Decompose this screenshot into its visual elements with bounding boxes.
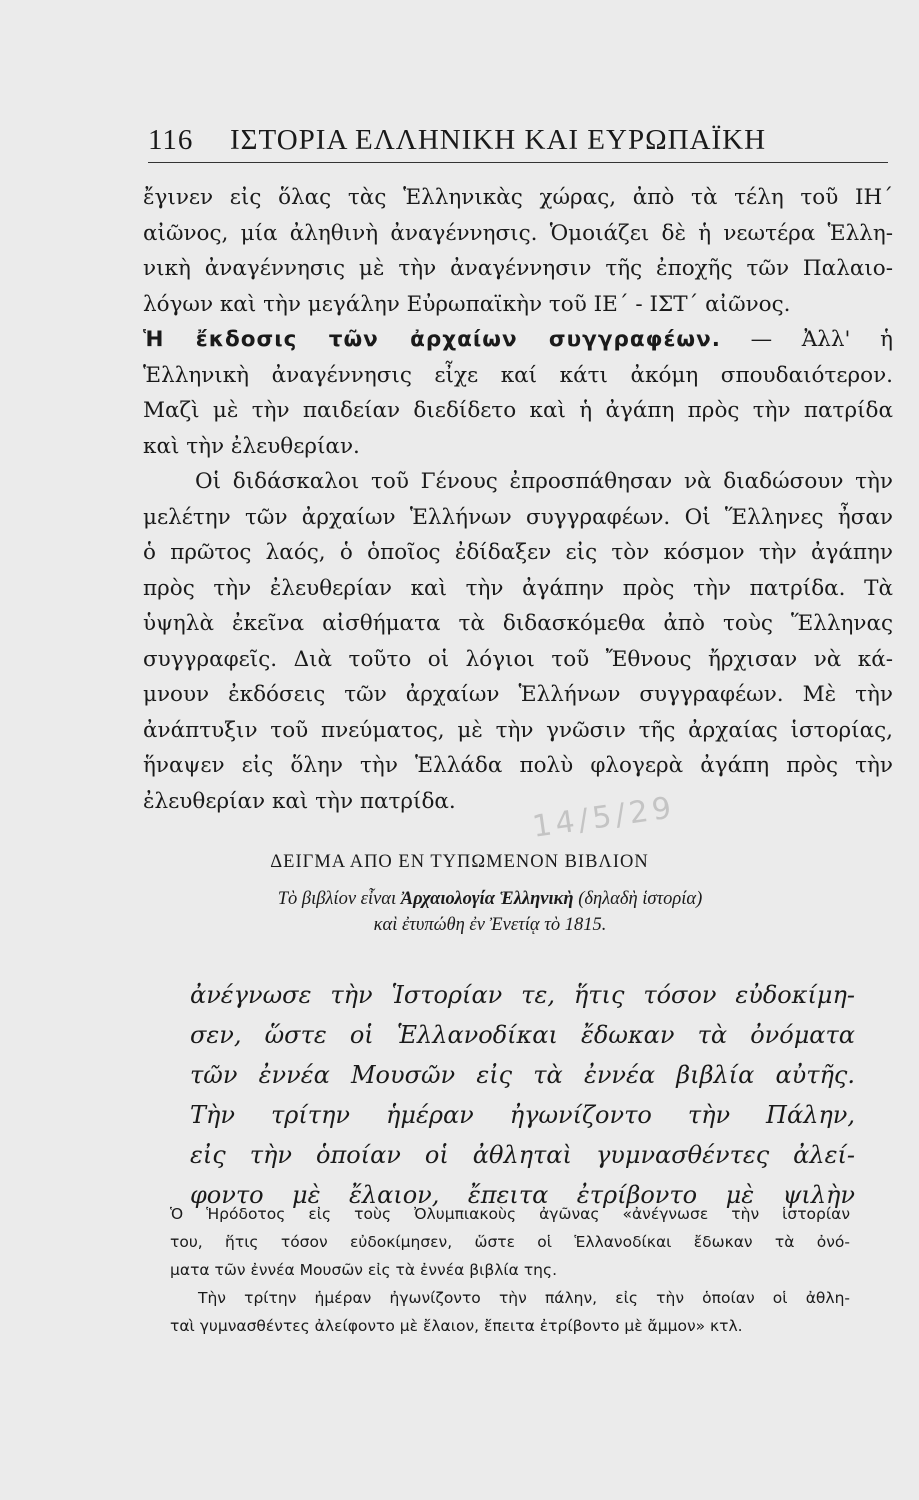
text-line: μελέτην τῶν ἀρχαίων Ἑλλήνων συγγραφέων. Οἱ Ἕλληνες ἦσαν bbox=[143, 504, 893, 530]
section-heading-line bbox=[143, 322, 893, 358]
text-fragment: — Ἀλλ' ἡ bbox=[750, 327, 893, 352]
text-line: ἀνάπτυξιν τοῦ πνεύματος, μὲ τὴν γνῶσιν τῆς ἀρχαίας ἱστορίας, bbox=[143, 717, 893, 743]
script-line: τῶν ἐννέα Μουσῶν εἰς τὰ ἐννέα βιβλία αὐτῆς. bbox=[190, 1061, 855, 1089]
text-line: λόγων καὶ τὴν μεγάλην Εὐρωπαϊκὴν τοῦ ΙΕ´ - ΙΣΤ´ αἰῶνος. bbox=[143, 291, 791, 317]
footnote-line: Τὴν τρίτην ἡμέραν ἠγωνίζοντο τὴν πάλην, εἰς τὴν ὁποίαν οἱ ἀθλη- bbox=[198, 1289, 850, 1307]
footnote-line: ματα τῶν ἐννέα Μουσῶν εἰς τὰ ἐννέα βιβλία της. bbox=[170, 1261, 557, 1279]
main-text bbox=[143, 180, 893, 819]
script-line: σεν, ὥστε οἱ Ἑλλανοδίκαι ἔδωκαν τὰ ὀνόματα bbox=[190, 1021, 855, 1049]
sample-title: ΔΕΙΓΜΑ ΑΠΟ ΕΝ ΤΥΠΩΜΕΝΟΝ ΒΙΒΛΙΟΝ bbox=[270, 852, 649, 872]
sample-caption bbox=[150, 886, 830, 938]
page-number: 116 bbox=[148, 124, 194, 156]
transcription-footnote bbox=[170, 1200, 850, 1340]
caption-text: Τὸ βιβλίον εἶναι bbox=[277, 889, 401, 909]
text-line: συγγραφεῖς. Διὰ τοῦτο οἱ λόγιοι τοῦ Ἔθνους ἤρχισαν νὰ κά- bbox=[143, 646, 893, 672]
text-line: ἐλευθερίαν καὶ τὴν πατρίδα. bbox=[143, 788, 456, 814]
caption-text: (δηλαδὴ ἱστορία) bbox=[573, 889, 703, 909]
section-heading: Ἡ ἔκδοσις τῶν ἀρχαίων συγγραφέων. bbox=[143, 327, 721, 352]
footnote-line: του, ἥτις τόσον εὐδοκίμησεν, ὥστε οἱ Ἑλλανοδίκαι ἔδωκαν τὰ ὀνό- bbox=[170, 1233, 850, 1251]
text-line: ἥναψεν εἰς ὅλην τὴν Ἑλλάδα πολὺ φλογερὰ ἀγάπη πρὸς τὴν bbox=[143, 753, 893, 778]
book-title: Ἀρχαιολογία Ἑλληνικὴ bbox=[400, 889, 574, 909]
text-line: Μαζὶ μὲ τὴν παιδείαν διεδίδετο καὶ ἡ ἀγάπη πρὸς τὴν πατρίδα bbox=[143, 398, 893, 423]
script-line: Τὴν τρίτην ἡμέραν ἠγωνίζοντο τὴν Πάλην, bbox=[190, 1101, 855, 1129]
text-line: αἰῶνος, μία ἀληθινὴ ἀναγέννησις. Ὁμοιάζει δὲ ἡ νεωτέρα Ἑλλη- bbox=[143, 220, 893, 246]
text-line: Οἱ διδάσκαλοι τοῦ Γένους ἐπροσπάθησαν νὰ διαδώσουν τὴν bbox=[195, 469, 893, 494]
script-line: ἀνέγνωσε τὴν Ἱστορίαν τε, ἥτις τόσον εὐδοκίμη- bbox=[190, 981, 855, 1009]
running-title: ΙΣΤΟΡΙΑ ΕΛΛΗΝΙΚΗ ΚΑΙ ΕΥΡΩΠΑΪΚΗ bbox=[230, 124, 767, 156]
text-line: ἔγινεν εἰς ὅλας τὰς Ἑλληνικὰς χώρας, ἀπὸ τὰ τέλη τοῦ ΙΗ´ bbox=[143, 185, 893, 210]
script-line: εἰς τὴν ὁποίαν οἱ ἀθληταὶ γυμνασθέντες ἀλεί- bbox=[190, 1141, 855, 1169]
text-line: ὑψηλὰ ἐκεῖνα αἰσθήματα τὰ διδασκόμεθα ἀπὸ τοὺς Ἕλληνας bbox=[143, 611, 893, 636]
script-line: φοντο μὲ ἔλαιον, ἔπειτα ἐτρίβοντο μὲ ψιλὴν bbox=[190, 1181, 855, 1209]
text-line: μνουν ἐκδόσεις τῶν ἀρχαίων Ἑλλήνων συγγραφέων. Μὲ τὴν bbox=[143, 682, 893, 707]
footnote-line: Ὁ Ἡρόδοτος εἰς τοὺς Ὀλυμπιακοὺς ἀγῶνας «ἀνέγνωσε τὴν ἱστορίαν bbox=[170, 1205, 850, 1223]
text-line: καὶ τὴν ἐλευθερίαν. bbox=[143, 433, 360, 459]
text-line: ὁ πρῶτος λαός, ὁ ὁποῖος ἐδίδαξεν εἰς τὸν κόσμον τὴν ἀγάπην bbox=[143, 540, 893, 565]
footnote-line: ταὶ γυμνασθέντες ἀλείφοντο μὲ ἔλαιον, ἔπειτα ἐτρίβοντο μὲ ἄμμον» κτλ. bbox=[170, 1317, 743, 1335]
handwritten-date: 14/5/29 bbox=[530, 790, 678, 845]
text-line: πρὸς τὴν ἐλευθερίαν καὶ τὴν ἀγάπην πρὸς τὴν πατρίδα. Τὰ bbox=[143, 575, 893, 601]
running-header bbox=[148, 122, 888, 163]
text-line: νικὴ ἀναγέννησις μὲ τὴν ἀναγέννησιν τῆς ἐποχῆς τῶν Παλαιο- bbox=[143, 256, 893, 281]
caption-line bbox=[150, 886, 830, 912]
printed-sample-excerpt bbox=[190, 975, 855, 1215]
text-line: Ἑλληνικὴ ἀναγέννησις εἶχε καί κάτι ἀκόμη σπουδαιότερον. bbox=[143, 362, 893, 388]
caption-line: καὶ ἐτυπώθη ἐν Ἐνετίᾳ τὸ 1815. bbox=[373, 915, 607, 935]
